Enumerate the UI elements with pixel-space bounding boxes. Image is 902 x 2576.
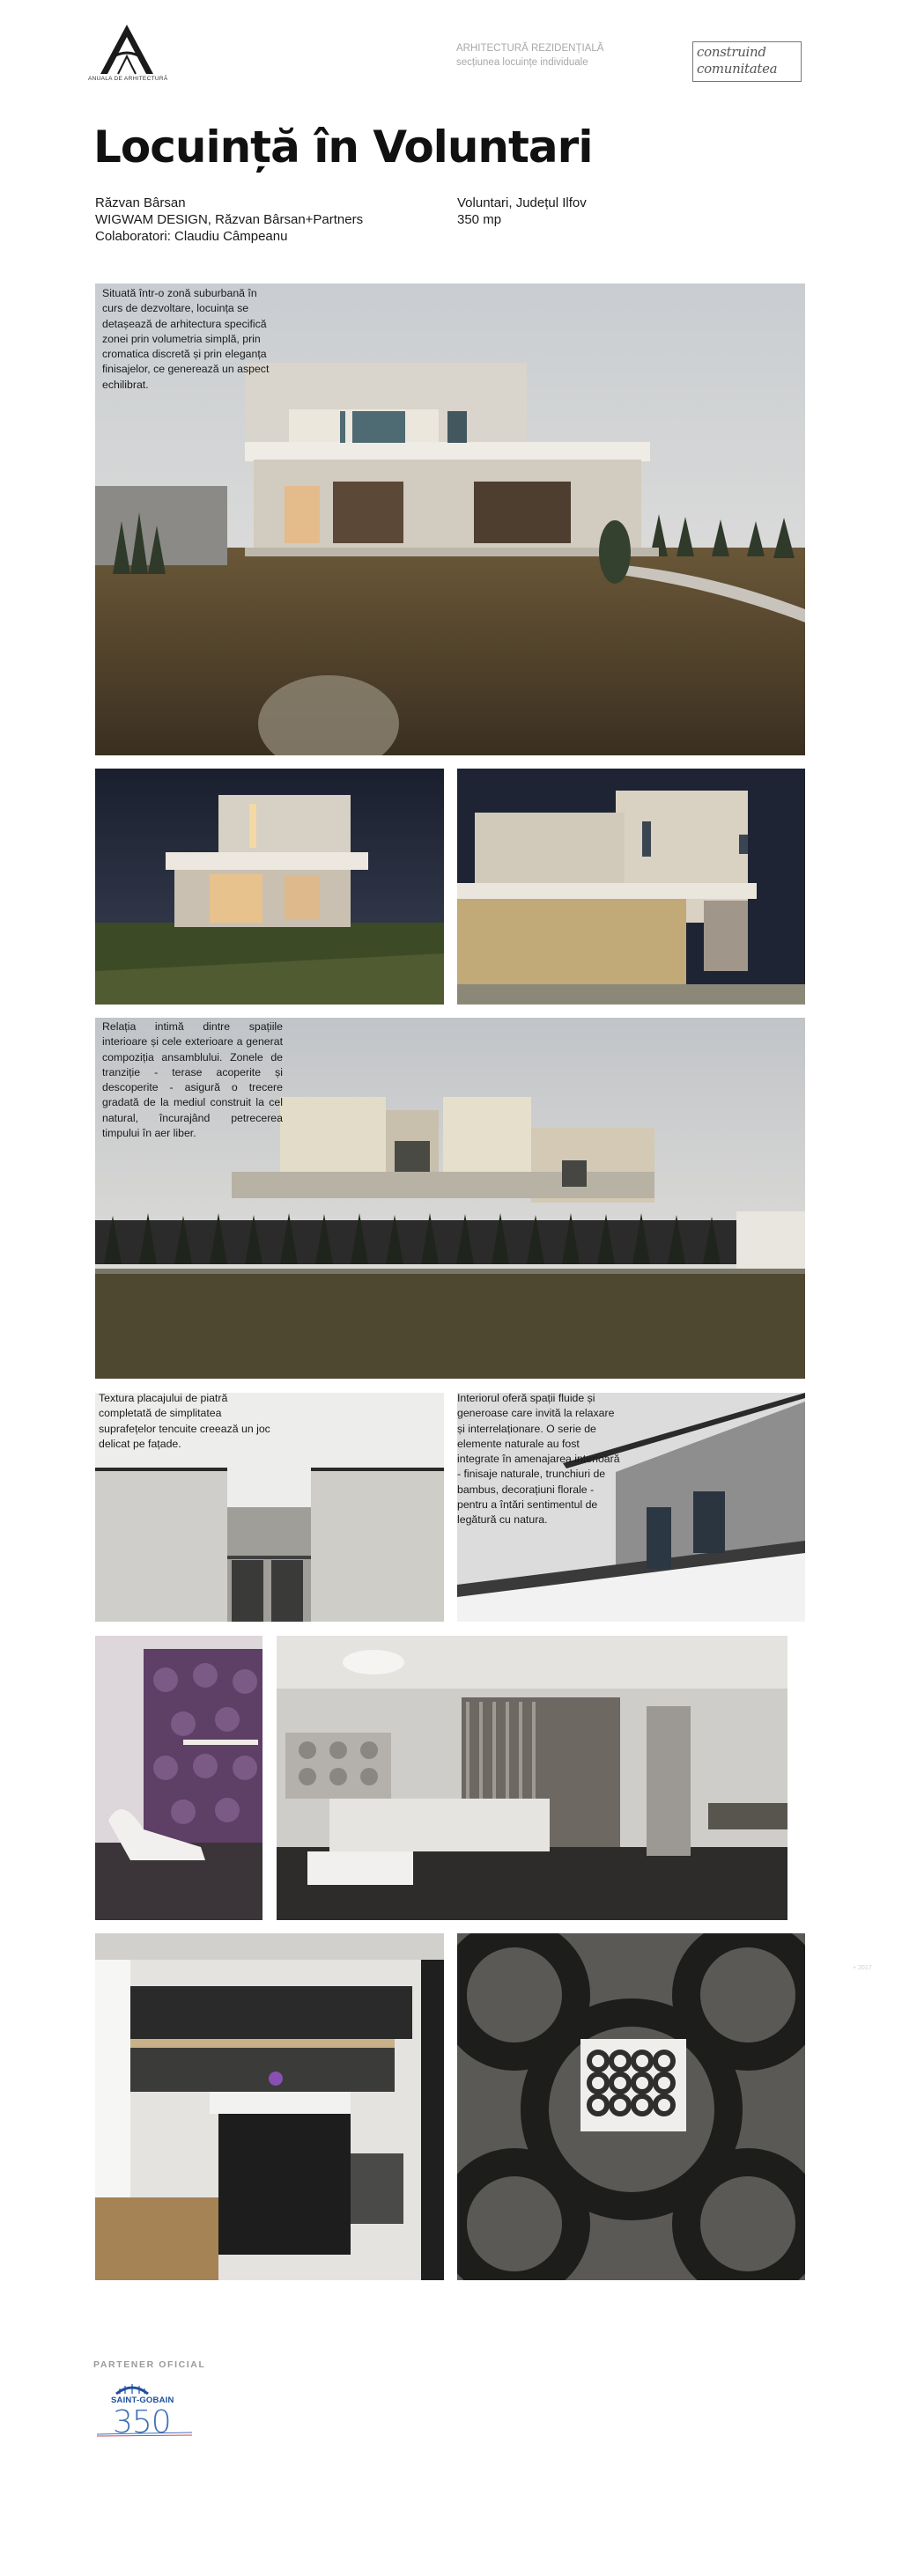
section-label-line2: secțiunea locuințe individuale [456, 57, 588, 68]
collaborators: Colaboratori: Claudiu Câmpeanu [95, 229, 288, 244]
logo-caption: ANUALA DE ARHITECTURĂ [88, 76, 168, 82]
design-firm: WIGWAM DESIGN, Răzvan Bârsan+Partners [95, 212, 364, 227]
campaign-logo-line2: comunitatea [697, 61, 778, 77]
photo-interior-living [277, 1636, 805, 1920]
caption-stone-detail: Interiorul oferă spații fluide și generoase care invită la relaxare și interrelaționare. O serie de elemente naturale au fost integrate în amenajarea interioară - finisaje naturale, trunchiuri de bambus, decorațiuni florale - pentru a întări sentimentul de legătură cu natura. [457, 1392, 620, 1527]
caption-exterior-main: Situată într-o zonă suburbană în curs de dezvoltare, locuința se detașează de arhitectura specifică zonei prin volumetria simplă, prin cromatica discretă și prin eleganța finisajelor, ce generează un aspect echilibrat. [102, 287, 270, 391]
project-credits [95, 195, 363, 245]
project-area: 350 mp [457, 212, 502, 227]
annual-logo-icon [93, 23, 160, 76]
photo-interior-purple-wall [95, 1636, 262, 1920]
section-label [456, 41, 603, 70]
section-label-line1: ARHITECTURĂ REZIDENȚIALĂ [456, 43, 604, 54]
photo-facade-dusk [457, 769, 805, 1005]
partner-label: PARTENER OFICIAL [93, 2359, 206, 2370]
partner-brand: SAINT-GOBAIN [111, 2396, 174, 2405]
caption-street-elevation: Relația intimă dintre spațiile interioare și cele exterioare a generat compoziția ansamblului. Zonele de tranziție - terase acoperite și descoperite - asigură o trecere gradată de la mediul construit la cel natural, încurajând petrecerea timpului în aer liber. [102, 1020, 283, 1140]
project-details [457, 195, 587, 228]
page-title: Locuință în Voluntari [93, 121, 593, 173]
side-mark: + 2017 [853, 1965, 872, 1971]
photo-exterior-night [95, 769, 444, 1005]
annual-logo [88, 23, 168, 86]
architect-name: Răzvan Bârsan [95, 195, 186, 210]
campaign-logo-line1: construind [697, 44, 766, 60]
caption-plaster-detail: Textura placajului de piatră completată de simplitatea suprafețelor tencuite creează un joc delicat pe fațade. [99, 1392, 270, 1450]
campaign-logo [692, 41, 802, 82]
project-location: Voluntari, Județul Ilfov [457, 195, 587, 210]
photo-interior-kitchen [95, 1933, 444, 2280]
photo-interior-circles [457, 1933, 805, 2280]
partner-number: 350 [113, 2404, 171, 2440]
partner-logo [93, 2381, 196, 2443]
